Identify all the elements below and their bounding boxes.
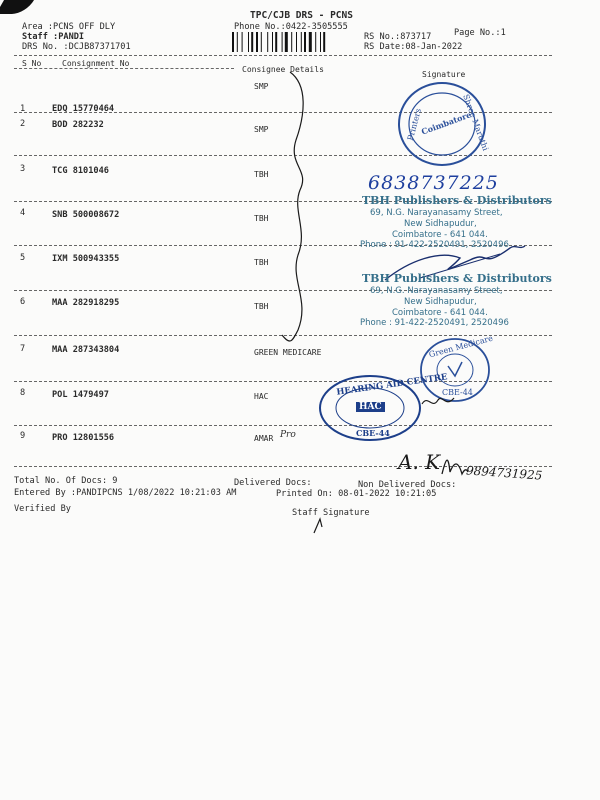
row-consignment: PRO 12801556 — [52, 433, 115, 443]
scan-mark — [0, 0, 34, 14]
tbh-phone: Phone : 91-422-2520491, 2520496 — [360, 318, 509, 328]
row-consignee: TBH — [254, 214, 269, 223]
header-rule-top — [14, 55, 552, 56]
barcode-bar — [267, 32, 268, 52]
barcode-bar — [315, 32, 316, 52]
staff-signature: Staff Signature — [292, 508, 370, 518]
handwritten-initials: A. K — [398, 450, 441, 474]
row-divider — [14, 425, 552, 426]
rs-number: RS No.:873717 — [364, 32, 432, 42]
barcode-bar — [323, 32, 325, 52]
barcode-bar — [291, 32, 292, 52]
row-consignee: SMP — [254, 82, 269, 91]
hac-logo: HAC — [356, 402, 385, 412]
row-consignee: SMP — [254, 125, 269, 134]
phone-number: Phone No.:0422-3505555 — [234, 22, 348, 32]
row-consignment: TCG 8101046 — [52, 166, 109, 176]
row-consignment: MAA 287343804 — [52, 345, 120, 355]
row-consignment: POL 1479497 — [52, 390, 109, 400]
drs-number: DRS No. :DCJB87371701 — [22, 42, 131, 52]
area-field: Area :PCNS OFF DLY — [22, 22, 116, 32]
col-consignee: Consignee Details — [242, 65, 324, 74]
document-title: TPC/CJB DRS - PCNS — [250, 10, 353, 21]
page-number: Page No.:1 — [454, 28, 506, 38]
row-sno: 5 — [20, 253, 26, 263]
barcode-bar — [285, 32, 288, 52]
barcode-bar — [296, 32, 297, 52]
row-sno: 1 — [20, 104, 26, 114]
printed-on: Printed On: 08-01-2022 10:21:05 — [276, 489, 437, 499]
row-consignee: TBH — [254, 302, 269, 311]
rs-date: RS Date:08-Jan-2022 — [364, 42, 463, 52]
row-sno: 3 — [20, 164, 26, 174]
barcode-bar — [248, 32, 249, 52]
col-signature: Signature — [422, 70, 466, 79]
delivered-docs: Delivered Docs: — [234, 478, 312, 488]
tbh-name: TBH Publishers & Distributors — [362, 194, 552, 207]
barcode-bar — [282, 32, 283, 52]
row-consignment: BOD 282232 — [52, 120, 104, 130]
hearing-aid-top: HEARING AID CENTRE — [335, 372, 449, 398]
col-consignment: Consignment No — [62, 59, 130, 68]
row-sno: 6 — [20, 297, 26, 307]
barcode-bar — [261, 32, 262, 52]
barcode-bar — [304, 32, 306, 52]
handwritten-pro: Pro — [280, 430, 296, 440]
printers-right: Shree Maruthi — [461, 93, 491, 152]
barcode-bar — [301, 32, 302, 52]
barcode — [232, 32, 360, 54]
barcode-bar — [237, 32, 238, 52]
hearing-aid-stamp — [318, 372, 449, 442]
barcode-bar — [275, 32, 277, 52]
entered-by: Entered By :PANDIPCNS 1/08/2022 10:21:03 AM — [14, 488, 237, 498]
barcode-bar — [242, 32, 243, 52]
row-consignee: TBH — [254, 170, 269, 179]
row-consignment: MAA 282918295 — [52, 298, 120, 308]
row-consignment: IXM 500943355 — [52, 254, 120, 264]
tbh-name: TBH Publishers & Distributors — [362, 272, 552, 285]
hearing-aid-bottom: CBE-44 — [356, 428, 390, 438]
tbh-city: Coimbatore - 641 044. — [392, 230, 488, 240]
tbh-stamp — [350, 272, 550, 336]
tbh-area: New Sidhapudur, — [404, 297, 477, 307]
barcode-bar — [309, 32, 312, 52]
tbh-city: Coimbatore - 641 044. — [392, 308, 488, 318]
barcode-bar — [256, 32, 258, 52]
barcode-bar — [272, 32, 273, 52]
row-consignee: AMAR — [254, 434, 274, 443]
non-delivered-docs: Non Delivered Docs: — [358, 480, 457, 490]
row-consignee: TBH — [254, 258, 269, 267]
barcode-bar — [251, 32, 253, 52]
tbh-street: 69, N.G. Narayanasamy Street, — [370, 208, 503, 218]
hac-signature-scribble — [420, 392, 460, 412]
tbh-phone: Phone : 91-422-2520491, 2520496 — [360, 240, 509, 250]
barcode-bar — [320, 32, 321, 52]
col-sno: S No — [22, 59, 42, 68]
bracket-scribble — [270, 70, 330, 350]
header-rule-bottom — [14, 68, 234, 69]
staff-field: Staff :PANDI — [22, 32, 85, 42]
row-sno: 4 — [20, 208, 26, 218]
tbh-area: New Sidhapudur, — [404, 219, 477, 229]
handwritten-phone: 9894731925 — [465, 463, 543, 483]
printers-stamp — [396, 80, 491, 168]
verified-by: Verified By — [14, 504, 71, 514]
row-sno: 8 — [20, 388, 26, 398]
staff-signature-mark — [312, 517, 326, 535]
row-sno: 2 — [20, 119, 26, 129]
row-sno: 9 — [20, 431, 26, 441]
row-sno: 7 — [20, 344, 26, 354]
total-docs: Total No. Of Docs: 9 — [14, 476, 118, 486]
handwritten-phone: 6838737225 — [368, 172, 499, 194]
green-medicare-bottom: CBE-44 — [442, 388, 473, 397]
row-consignee: GREEN MEDICARE — [254, 348, 322, 357]
row-consignment: SNB 500008672 — [52, 210, 120, 220]
printers-left: Printers — [405, 107, 423, 142]
tbh-street: 69, N.G. Narayanasamy Street, — [370, 286, 503, 296]
row-consignee: HAC — [254, 392, 269, 401]
barcode-bar — [232, 32, 234, 52]
green-medicare-top: Green Medicare — [427, 333, 494, 360]
row-consignment: EDQ 15770464 — [52, 104, 115, 114]
printers-center: Coimbatore — [419, 109, 473, 137]
